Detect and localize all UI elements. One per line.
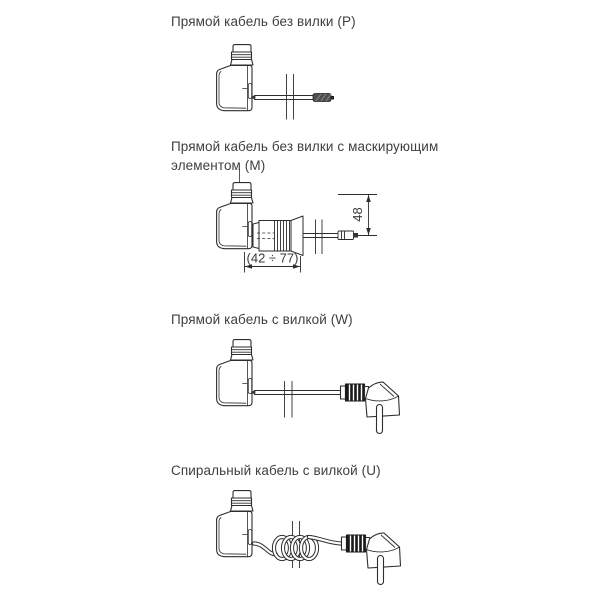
- stripped-wire-tip: [313, 94, 334, 102]
- cable-break-mark: [285, 381, 293, 418]
- dimension-length: [245, 251, 301, 273]
- cable-break-mark: [287, 74, 294, 120]
- diagram-straight-cable-with-plug: [200, 333, 410, 443]
- diagram-cable-with-masking-element: [200, 165, 395, 285]
- straight-cable: [303, 234, 338, 238]
- thermostat-head: [217, 491, 256, 557]
- spiral-cable: [254, 537, 342, 559]
- thermostat-head: [217, 45, 256, 111]
- straight-cable: [254, 391, 341, 395]
- dimension-height: [338, 195, 377, 236]
- cable-end-connector: [338, 231, 358, 240]
- dimension-length-label: (42 ÷ 77): [246, 250, 299, 266]
- power-plug: [341, 382, 400, 434]
- section-title-u: Спиральный кабель с вилкой (U): [171, 463, 381, 478]
- dimension-height-label: 48: [350, 207, 365, 222]
- power-plug: [342, 533, 401, 585]
- straight-cable: [254, 96, 314, 100]
- diagram-spiral-cable-with-plug: [200, 483, 415, 591]
- section-title-m: Прямой кабель без вилки с маскирующим элементом (М): [171, 139, 439, 173]
- diagram-straight-cable-no-plug: [200, 38, 350, 133]
- thermostat-head: [217, 340, 256, 406]
- cable-break-mark: [316, 220, 323, 255]
- section-title-w: Прямой кабель с вилкой (W): [171, 312, 353, 327]
- section-title-p: Прямой кабель без вилки (P): [171, 14, 356, 29]
- thermostat-head: [217, 183, 256, 249]
